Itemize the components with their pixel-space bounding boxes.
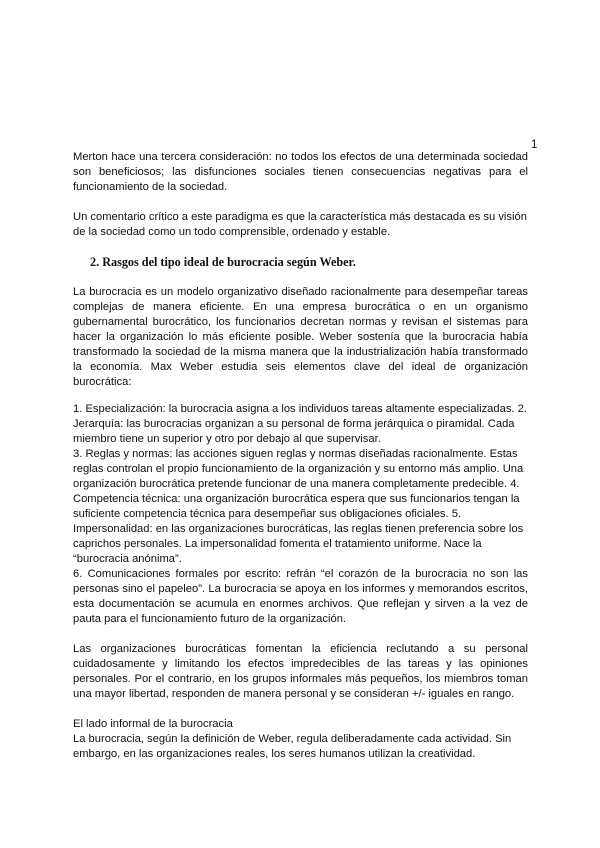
critique-paragraph: Un comentario crítico a este paradigma es que la característica más destacada es su visión de la sociedad como un todo comprensible, ordenado y estable. — [73, 211, 527, 238]
elements-paragraph-3: 6. Comunicaciones formales por escrito: refrán “el corazón de la burocracia no son las personas sino el papeleo”. La burocracia se apoya en los informes y memorandos escritos, esta documentación se acumula en enormes archivos. Que reflejan y sirven a la vez de pauta para el funcionamiento futuro de la organización. — [73, 568, 528, 625]
page-number: 1 — [531, 139, 538, 151]
organizations-paragraph: Las organizaciones burocráticas fomentan la eficiencia reclutando a su personal cuidadosamente y limitando los efectos impredecibles de las tareas y las opiniones personales. Por el contrario, en los grupos informales más pequeños, los miembros toman una mayor libertad, responden de manera personal y se consideran +/- iguales en rango. — [73, 643, 528, 700]
merton-paragraph: Merton hace una tercera consideración: no todos los efectos de una determinada sociedad son beneficiosos; las disfunciones sociales tienen consecuencias negativas para el funcionamiento de la sociedad. — [73, 151, 528, 193]
elements-paragraph-1: 1. Especialización: la burocracia asigna a los individuos tareas altamente especializadas. 2. Jerarquía: las burocracias organizan a su personal de forma jerárquica o piramidal. Cada miembro tiene un superior y otro por debajo al que supervisar. — [73, 403, 527, 445]
elements-paragraph-2: 3. Reglas y normas: las acciones siguen reglas y normas diseñadas racionalmente. Estas reglas controlan el propio funcionamiento de la organización y su entorno más amplio. Una organización burocrática pretende funcionar de una manera completamente predecible. 4. Competencia técnica: una organización burocrática espera que sus funcionarios tengan la suficiente competencia técnica para desempeñar sus obligaciones oficiales. 5. Impersonalidad: en las organizaciones burocráticas, las reglas tienen preferencia sobre los caprichos personales. La impersonalidad fomenta el tratamiento uniforme. Nace la “burocracia anónima”. — [73, 448, 524, 565]
document-body — [73, 150, 528, 762]
informal-paragraph: La burocracia, según la definición de Weber, regula deliberadamente cada actividad. Sin embargo, en las organizaciones reales, los seres humanos utilizan la creatividad. — [73, 733, 512, 760]
informal-title: El lado informal de la burocracia — [73, 718, 233, 730]
intro-paragraph: La burocracia es un modelo organizativo diseñado racionalmente para desempeñar tareas complejas de manera eficiente. En una empresa burocrática o en un organismo gubernamental burocrático, los funcionarios decretan normas y revisan el sistemas para hacer la organización lo más eficiente posible. Weber sostenía que la burocracia había transformado la sociedad de la misma manera que la industrialización había transformado la economía. Max Weber estudia seis elementos clave del ideal de organización burocrática: — [73, 286, 528, 388]
section-heading: 2. Rasgos del tipo ideal de burocracia según Weber. — [90, 255, 356, 269]
